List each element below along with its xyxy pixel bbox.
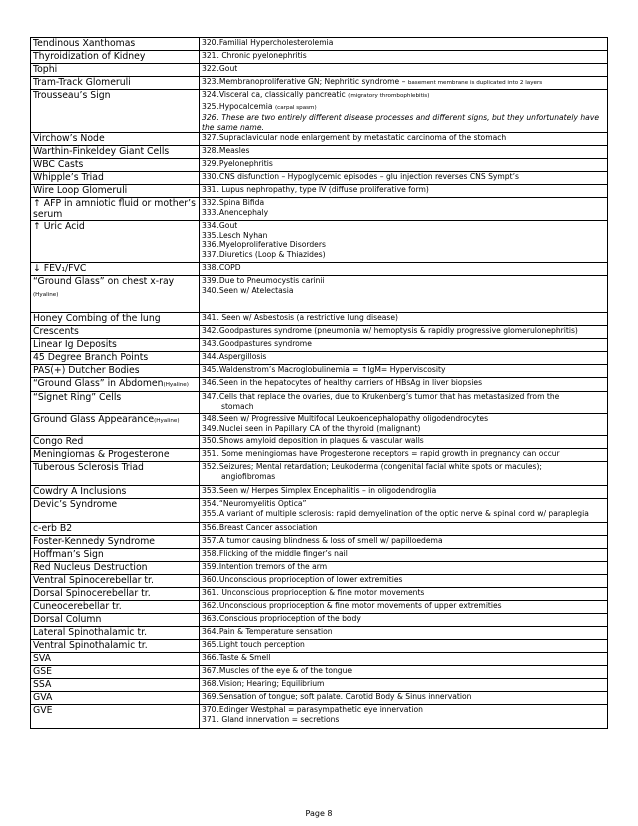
description-cell xyxy=(200,38,608,51)
term-cell xyxy=(31,133,200,146)
description-text: 340.Seen w/ Atelectasia xyxy=(202,285,294,295)
table-row xyxy=(31,499,608,523)
description-line xyxy=(202,462,605,472)
description-text: 323.Membranoproliferative GN; Nephritic syndrome – xyxy=(202,77,408,86)
term-label: Cowdry A Inclusions xyxy=(33,486,127,497)
description-cell xyxy=(200,575,608,588)
description-line xyxy=(202,146,605,156)
description-line xyxy=(202,90,605,102)
description-line xyxy=(202,536,605,546)
table-row xyxy=(31,90,608,133)
description-cell xyxy=(200,436,608,449)
description-line xyxy=(202,172,605,182)
description-line xyxy=(202,575,605,585)
description-text: 329.Pyelonephritis xyxy=(202,159,273,168)
term-label: ↑ AFP in amniotic fluid or mother’s serum xyxy=(33,198,196,220)
table-row xyxy=(31,51,608,64)
table-row xyxy=(31,313,608,326)
term-cell xyxy=(31,276,200,313)
term-label: Whipple’s Triad xyxy=(33,172,104,183)
term-label: Wire Loop Glomeruli xyxy=(33,185,128,196)
term-cell xyxy=(31,339,200,352)
description-text: 351. Some meningiomas have Progesterone receptors = rapid growth in pregnancy can occur xyxy=(202,449,560,458)
description-text: stomach xyxy=(221,401,254,411)
description-line xyxy=(202,64,605,74)
table-row xyxy=(31,575,608,588)
term-label: Tram-Track Glomeruli xyxy=(33,77,131,88)
term-label: Tendinous Xanthomas xyxy=(33,38,136,49)
description-line xyxy=(202,240,605,250)
table-row xyxy=(31,365,608,378)
description-line xyxy=(202,588,605,598)
term-label: ↓ FEV₁/FVC xyxy=(33,263,87,274)
description-cell xyxy=(200,64,608,77)
table-row xyxy=(31,38,608,51)
description-cell xyxy=(200,692,608,705)
term-note: (Hyaline) xyxy=(163,382,189,388)
term-cell xyxy=(31,705,200,729)
description-cell xyxy=(200,198,608,221)
term-label: Ventral Spinothalamic tr. xyxy=(33,640,148,651)
term-label: Dorsal Spinocerebellar tr. xyxy=(33,588,151,599)
description-cell xyxy=(200,263,608,276)
term-cell xyxy=(31,486,200,499)
term-cell xyxy=(31,436,200,449)
reference-table xyxy=(30,37,608,729)
description-text: 348.Seen w/ Progressive Multifocal Leukoencephalopathy oligodendrocytes xyxy=(202,414,489,423)
table-row xyxy=(31,414,608,436)
term-cell xyxy=(31,414,200,436)
description-cell xyxy=(200,614,608,627)
term-cell xyxy=(31,601,200,614)
term-cell xyxy=(31,221,200,263)
table-row xyxy=(31,339,608,352)
description-line xyxy=(202,614,605,624)
term-label: Tuberous Sclerosis Triad xyxy=(33,462,144,473)
description-text: 324.Visceral ca, classically pancreatic xyxy=(202,90,349,99)
table-row xyxy=(31,523,608,536)
description-line xyxy=(202,339,605,349)
term-cell xyxy=(31,365,200,378)
table-body xyxy=(31,38,608,729)
term-label: Dorsal Column xyxy=(33,614,102,625)
table-row xyxy=(31,159,608,172)
term-label: GSE xyxy=(33,666,52,677)
table-row xyxy=(31,462,608,486)
term-label: ↑ Uric Acid xyxy=(33,221,85,232)
description-line xyxy=(202,326,605,336)
description-cell xyxy=(200,339,608,352)
description-line xyxy=(202,198,605,208)
table-row xyxy=(31,352,608,365)
table-row xyxy=(31,588,608,601)
table-row xyxy=(31,77,608,90)
description-text: 335.Lesch Nyhan xyxy=(202,230,268,240)
term-cell xyxy=(31,64,200,77)
term-cell xyxy=(31,640,200,653)
term-label: Thyroidization of Kidney xyxy=(33,51,146,62)
term-cell xyxy=(31,549,200,562)
table-row xyxy=(31,172,608,185)
description-text: 347.Cells that replace the ovaries, due to Krukenberg’s tumor that has metastasized from the xyxy=(202,392,560,401)
table-row xyxy=(31,146,608,159)
description-cell xyxy=(200,449,608,462)
table-row xyxy=(31,436,608,449)
description-cell xyxy=(200,414,608,436)
table-row xyxy=(31,449,608,462)
term-label: “Ground Glass” in Abdomen xyxy=(33,378,164,389)
table-row xyxy=(31,549,608,562)
term-label: SVA xyxy=(33,653,52,664)
description-cell xyxy=(200,588,608,601)
table-row xyxy=(31,601,608,614)
description-line xyxy=(202,378,605,388)
term-cell xyxy=(31,588,200,601)
description-cell xyxy=(200,77,608,90)
term-label: “Signet Ring” Cells xyxy=(33,392,122,403)
description-text: 368.Vision; Hearing; Equilibrium xyxy=(202,679,325,688)
description-cell xyxy=(200,185,608,198)
description-text: 355.A variant of multiple sclerosis: rapid demyelination of the optic nerve & spinal cord w/ paraplegia xyxy=(202,508,589,518)
description-text: 371. Gland innervation = secretions xyxy=(202,714,340,724)
description-cell xyxy=(200,276,608,313)
description-line xyxy=(202,523,605,533)
description-text: 357.A tumor causing blindness & loss of smell w/ papilloedema xyxy=(202,536,443,545)
description-text: 362.Unconscious proprioception & fine motor movements of upper extremities xyxy=(202,601,502,610)
description-line xyxy=(202,250,605,260)
description-text: 344.Aspergillosis xyxy=(202,352,267,361)
term-label: SSA xyxy=(33,679,52,690)
term-label: Devic’s Syndrome xyxy=(33,499,118,510)
description-text: 338.COPD xyxy=(202,263,241,272)
term-cell xyxy=(31,666,200,679)
table-row xyxy=(31,185,608,198)
description-text: 326. These are two entirely different disease processes and different signs, but they unfortunately have the same name. xyxy=(202,113,599,132)
description-line xyxy=(202,414,605,424)
term-label: GVE xyxy=(33,705,53,716)
term-cell xyxy=(31,627,200,640)
description-line xyxy=(202,679,605,689)
term-label: Crescents xyxy=(33,326,79,337)
term-label: Warthin-Finkeldey Giant Cells xyxy=(33,146,170,157)
term-cell xyxy=(31,575,200,588)
description-text: 367.Muscles of the eye & of the tongue xyxy=(202,666,353,675)
term-label: Linear Ig Deposits xyxy=(33,339,117,350)
term-label: c-erb B2 xyxy=(33,523,73,534)
term-cell xyxy=(31,378,200,392)
table-row xyxy=(31,666,608,679)
table-row xyxy=(31,653,608,666)
description-line xyxy=(202,627,605,637)
description-line xyxy=(202,286,605,296)
page-footer: Page 8 xyxy=(305,809,333,818)
description-text: 356.Breast Cancer association xyxy=(202,523,318,532)
description-line xyxy=(202,392,605,402)
description-cell xyxy=(200,221,608,263)
description-line xyxy=(202,352,605,362)
description-cell xyxy=(200,90,608,133)
description-line xyxy=(202,51,605,61)
description-text: 337.Diuretics (Loop & Thiazides) xyxy=(202,249,326,259)
term-cell xyxy=(31,653,200,666)
description-text: 352.Seizures; Mental retardation; Leukoderma (congenital facial white spots or macules); xyxy=(202,462,542,471)
description-text: 369.Sensation of tongue; soft palate. Carotid Body & Sinus innervation xyxy=(202,692,472,701)
table-row xyxy=(31,692,608,705)
description-cell xyxy=(200,666,608,679)
table-row xyxy=(31,640,608,653)
term-label: Hoffman’s Sign xyxy=(33,549,104,560)
term-label: Virchow’s Node xyxy=(33,133,105,144)
description-cell xyxy=(200,499,608,523)
description-text: 327.Supraclavicular node enlargement by metastatic carcinoma of the stomach xyxy=(202,133,507,142)
description-line xyxy=(202,231,605,241)
description-line xyxy=(202,509,605,519)
table-row xyxy=(31,614,608,627)
table-row xyxy=(31,392,608,414)
description-line xyxy=(202,402,605,412)
term-cell xyxy=(31,159,200,172)
description-text: 365.Light touch perception xyxy=(202,640,305,649)
description-text: 354.“Neuromyelitis Optica” xyxy=(202,499,307,508)
term-cell xyxy=(31,146,200,159)
description-cell xyxy=(200,392,608,414)
description-text: 339.Due to Pneumocystis carinii xyxy=(202,276,325,285)
table-row xyxy=(31,133,608,146)
term-cell xyxy=(31,562,200,575)
description-text: 366.Taste & Smell xyxy=(202,653,271,662)
description-text: 345.Waldenstrom’s Macroglobulinemia = ↑IgM= Hyperviscosity xyxy=(202,365,446,374)
term-cell xyxy=(31,679,200,692)
description-note: basement membrane is duplicated into 2 layers xyxy=(407,80,543,86)
description-line xyxy=(202,666,605,676)
description-cell xyxy=(200,627,608,640)
term-label: Tophi xyxy=(33,64,58,75)
description-line xyxy=(202,640,605,650)
term-label: Foster-Kennedy Syndrome xyxy=(33,536,155,547)
description-cell xyxy=(200,326,608,339)
term-label: Honey Combing of the lung xyxy=(33,313,161,324)
term-cell xyxy=(31,692,200,705)
description-text: 336.Myeloproliferative Disorders xyxy=(202,240,326,249)
description-line xyxy=(202,185,605,195)
term-cell xyxy=(31,172,200,185)
table-row xyxy=(31,221,608,263)
term-note: (Hyaline) xyxy=(154,418,180,424)
description-cell xyxy=(200,462,608,486)
description-line xyxy=(202,486,605,496)
description-cell xyxy=(200,549,608,562)
term-label: Congo Red xyxy=(33,436,84,447)
description-cell xyxy=(200,313,608,326)
term-cell xyxy=(31,90,200,133)
description-line xyxy=(202,102,605,114)
description-note: (migratory thrombophlebitis) xyxy=(348,93,430,99)
description-cell xyxy=(200,523,608,536)
description-cell xyxy=(200,562,608,575)
description-text: 321. Chronic pyelonephritis xyxy=(202,51,307,60)
description-text: 333.Anencephaly xyxy=(202,207,269,217)
term-cell xyxy=(31,263,200,276)
term-label: WBC Casts xyxy=(33,159,84,170)
description-text: 349.Nuclei seen in Papillary CA of the thyroid (malignant) xyxy=(202,423,421,433)
description-line xyxy=(202,77,605,89)
description-text: 320.Familial Hypercholesterolemia xyxy=(202,38,334,47)
description-line xyxy=(202,365,605,375)
description-cell xyxy=(200,536,608,549)
description-line xyxy=(202,159,605,169)
table-row xyxy=(31,562,608,575)
table-row xyxy=(31,64,608,77)
description-line xyxy=(202,133,605,143)
description-text: 331. Lupus nephropathy, type IV (diffuse proliferative form) xyxy=(202,185,429,194)
term-cell xyxy=(31,198,200,221)
description-text: 364.Pain & Temperature sensation xyxy=(202,627,333,636)
description-cell xyxy=(200,146,608,159)
description-line xyxy=(202,263,605,273)
table-row xyxy=(31,263,608,276)
term-cell xyxy=(31,38,200,51)
term-label: 45 Degree Branch Points xyxy=(33,352,149,363)
table-row xyxy=(31,198,608,221)
description-line xyxy=(202,424,605,434)
description-line xyxy=(202,38,605,48)
description-text: 358.Flicking of the middle finger’s nail xyxy=(202,549,348,558)
description-line xyxy=(202,313,605,323)
description-text: angiofibromas xyxy=(221,471,276,481)
description-text: 328.Measles xyxy=(202,146,250,155)
term-label: Lateral Spinothalamic tr. xyxy=(33,627,148,638)
description-cell xyxy=(200,486,608,499)
description-cell xyxy=(200,705,608,729)
description-text: 334.Gout xyxy=(202,221,238,230)
description-text: 353.Seen w/ Herpes Simplex Encephalitis – in oligodendroglia xyxy=(202,486,437,495)
description-cell xyxy=(200,679,608,692)
term-label: Ventral Spinocerebellar tr. xyxy=(33,575,154,586)
table-row xyxy=(31,705,608,729)
table-row xyxy=(31,378,608,392)
description-text: 322.Gout xyxy=(202,64,238,73)
description-note: (carpal spasm) xyxy=(274,104,317,111)
term-cell xyxy=(31,51,200,64)
description-text: 332.Spina Bifida xyxy=(202,198,265,207)
description-cell xyxy=(200,172,608,185)
term-label: “Ground Glass” on chest x-ray xyxy=(33,276,175,287)
term-cell xyxy=(31,326,200,339)
description-line xyxy=(202,692,605,702)
term-label: Meningiomas & Progesterone xyxy=(33,449,170,460)
term-label: Trousseau’s Sign xyxy=(33,90,111,101)
table-row xyxy=(31,627,608,640)
description-cell xyxy=(200,352,608,365)
term-cell xyxy=(31,352,200,365)
term-cell xyxy=(31,523,200,536)
description-line xyxy=(202,208,605,218)
term-subnote: (Hyaline) xyxy=(33,292,59,298)
description-text: 346.Seen in the hepatocytes of healthy carriers of HBsAg in liver biopsies xyxy=(202,378,483,387)
term-label: Ground Glass Appearance xyxy=(33,414,155,425)
description-text: 360.Unconscious proprioception of lower extremities xyxy=(202,575,403,584)
description-cell xyxy=(200,159,608,172)
term-cell xyxy=(31,449,200,462)
description-text: 325.Hypocalcemia xyxy=(202,101,275,111)
description-cell xyxy=(200,653,608,666)
term-cell xyxy=(31,313,200,326)
description-line xyxy=(202,499,605,509)
term-cell xyxy=(31,536,200,549)
term-cell xyxy=(31,77,200,90)
table-row xyxy=(31,536,608,549)
description-line xyxy=(202,449,605,459)
table-row xyxy=(31,486,608,499)
description-text: 363.Conscious proprioception of the body xyxy=(202,614,361,623)
description-cell xyxy=(200,640,608,653)
term-cell xyxy=(31,462,200,486)
description-text: 361. Unconscious proprioception & fine motor movements xyxy=(202,588,425,597)
description-cell xyxy=(200,601,608,614)
description-text: 342.Goodpastures syndrome (pneumonia w/ hemoptysis & rapidly progressive glomerulonephritis) xyxy=(202,326,578,335)
table-row xyxy=(31,326,608,339)
description-line xyxy=(202,705,605,715)
term-label: Red Nucleus Destruction xyxy=(33,562,148,573)
description-text: 343.Goodpastures syndrome xyxy=(202,339,312,348)
description-line xyxy=(202,221,605,231)
description-line xyxy=(202,715,605,725)
description-line xyxy=(202,276,605,286)
description-cell xyxy=(200,133,608,146)
description-line xyxy=(202,472,605,482)
table-row xyxy=(31,276,608,313)
description-line xyxy=(202,436,605,446)
description-line xyxy=(202,562,605,572)
description-text: 350.Shows amyloid deposition in plaques & vascular walls xyxy=(202,436,424,445)
term-cell xyxy=(31,392,200,414)
description-line xyxy=(202,113,605,132)
description-text: 341. Seen w/ Asbestosis (a restrictive lung disease) xyxy=(202,313,398,322)
term-label: GVA xyxy=(33,692,53,703)
description-line xyxy=(202,653,605,663)
description-cell xyxy=(200,51,608,64)
term-cell xyxy=(31,185,200,198)
description-cell xyxy=(200,378,608,392)
description-text: 370.Edinger Westphal = parasympathetic eye innervation xyxy=(202,705,423,714)
table-row xyxy=(31,679,608,692)
description-text: 330.CNS disfunction – Hypoglycemic episodes – glu injection reverses CNS Sympt’s xyxy=(202,172,519,181)
description-text: 359.Intention tremors of the arm xyxy=(202,562,328,571)
description-cell xyxy=(200,365,608,378)
description-line xyxy=(202,601,605,611)
term-cell xyxy=(31,499,200,523)
term-cell xyxy=(31,614,200,627)
description-line xyxy=(202,549,605,559)
term-label: PAS(+) Dutcher Bodies xyxy=(33,365,140,376)
term-label: Cuneocerebellar tr. xyxy=(33,601,122,612)
